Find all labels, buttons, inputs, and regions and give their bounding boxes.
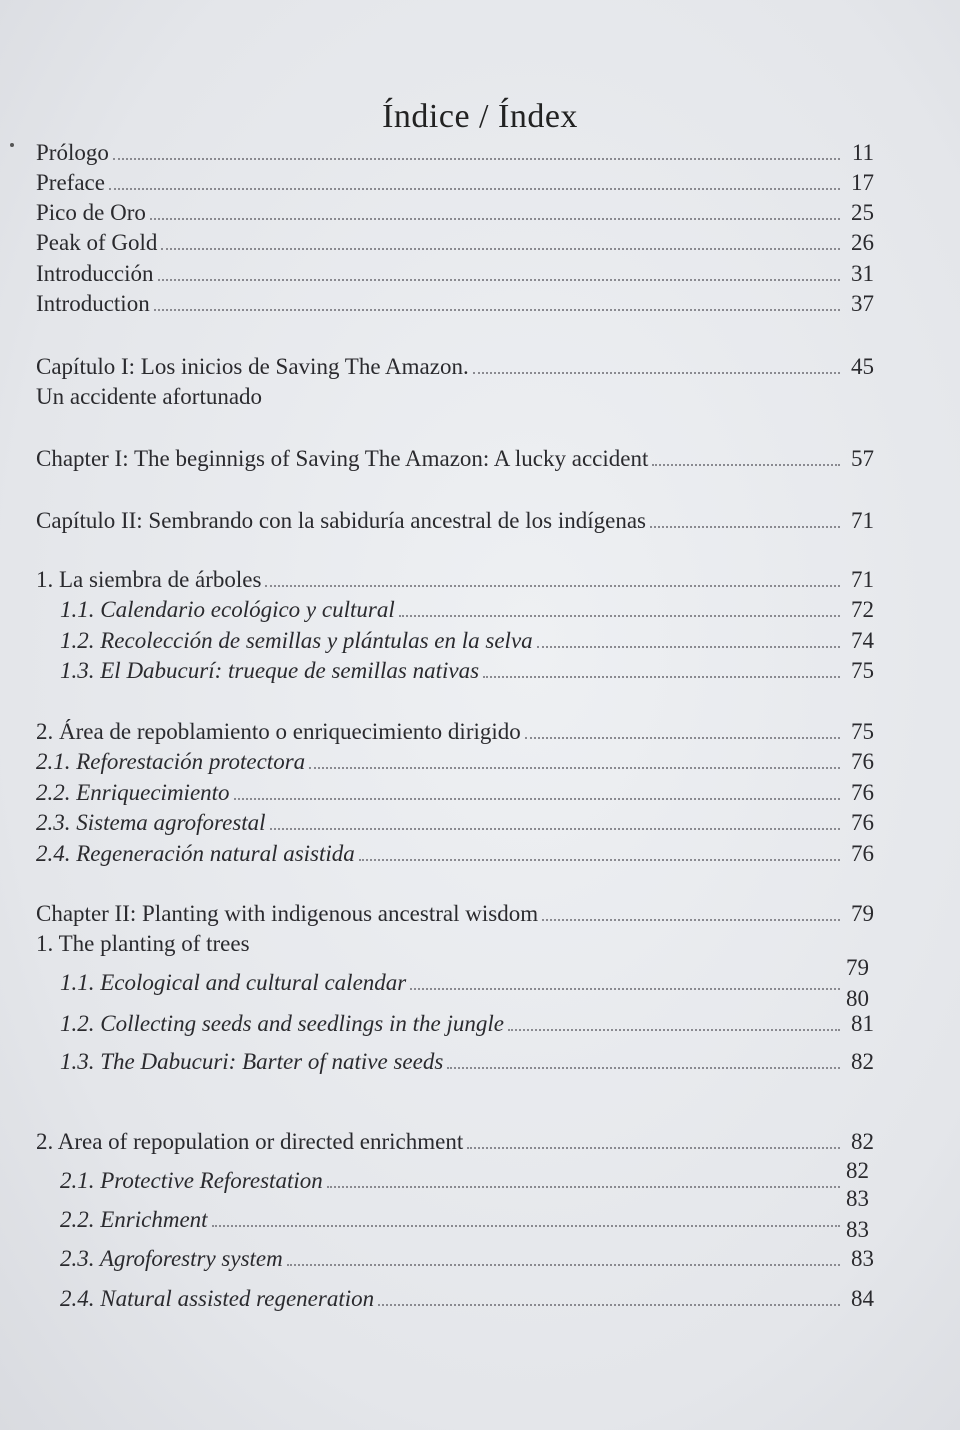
entry-page: 76	[851, 841, 874, 866]
entry-text: 1. La siembra de árboles	[36, 567, 262, 592]
entry-text: 2. Area of repopulation or directed enrichment	[36, 1129, 464, 1154]
entry-page: 75	[851, 719, 874, 744]
leader-dots	[113, 158, 840, 160]
leader-dots	[447, 1067, 840, 1069]
entry-page: 17	[851, 170, 874, 195]
toc-entry[interactable]	[36, 898, 874, 928]
toc-entry[interactable]	[60, 594, 874, 624]
entry-page: 31	[851, 261, 874, 286]
leader-dots	[652, 464, 840, 466]
leader-dots	[525, 737, 840, 739]
entry-page: 57	[851, 446, 874, 471]
leader-dots	[508, 1029, 840, 1031]
entry-text: 2.2. Enrichment	[60, 1207, 208, 1232]
entry-page: 82	[851, 1049, 874, 1074]
toc-entry[interactable]	[60, 655, 874, 685]
entry-page: 72	[851, 597, 874, 622]
entry-text: 2.1. Protective Reforestation	[60, 1168, 323, 1193]
leader-dots	[473, 372, 840, 374]
entry-text: 2. Área de repoblamiento o enriquecimiento dirigido	[36, 719, 521, 744]
entry-text: Un accidente afortunado	[36, 384, 263, 409]
leader-dots	[287, 1264, 840, 1266]
leader-dots	[378, 1304, 840, 1306]
leader-dots	[109, 188, 840, 190]
entry-page: 79	[851, 901, 874, 926]
entry-page: 81	[851, 1011, 874, 1036]
leader-dots	[234, 798, 840, 800]
entry-text: 1.1. Ecological and cultural calendar	[60, 970, 407, 995]
toc-entry[interactable]	[60, 1204, 874, 1234]
entry-page: 71	[851, 508, 874, 533]
leader-dots	[542, 919, 840, 921]
leader-dots	[265, 585, 840, 587]
entry-text: 2.1. Reforestación protectora	[36, 749, 306, 774]
entry-page: 75	[851, 658, 874, 683]
toc-entry[interactable]	[60, 967, 874, 997]
toc-entry[interactable]	[60, 1008, 874, 1038]
entry-page: 26	[851, 230, 874, 255]
entry-text: Capítulo I: Los inicios de Saving The Amazon.	[36, 354, 469, 379]
toc-entry[interactable]	[36, 227, 874, 257]
entry-text: Peak of Gold	[36, 230, 158, 255]
leader-dots	[154, 309, 840, 311]
toc-entry[interactable]	[36, 505, 874, 535]
toc-entry[interactable]	[36, 564, 874, 594]
entry-text: Prólogo	[36, 140, 109, 165]
stray-page-number: 79	[846, 955, 869, 980]
toc-entry[interactable]	[36, 351, 874, 381]
leader-dots	[309, 767, 840, 769]
toc-entry[interactable]	[60, 1283, 874, 1313]
entry-text: 2.3. Agroforestry system	[60, 1246, 283, 1271]
toc-entry[interactable]	[36, 167, 874, 197]
entry-page: 11	[851, 140, 874, 165]
leader-dots	[270, 828, 840, 830]
leader-dots	[537, 646, 840, 648]
entry-text: 2.2. Enriquecimiento	[36, 780, 230, 805]
leader-dots	[399, 615, 840, 617]
entry-page: 74	[851, 628, 874, 653]
leader-dots	[359, 859, 840, 861]
entry-text: 1.2. Recolección de semillas y plántulas en la selva	[60, 628, 533, 653]
entry-page: 45	[851, 354, 874, 379]
stray-page-number: 83	[846, 1217, 869, 1242]
entry-text: 1. The planting of trees	[36, 931, 250, 956]
entry-page: 84	[851, 1286, 874, 1311]
entry-text: 1.1. Calendario ecológico y cultural	[60, 597, 395, 622]
toc-entry[interactable]	[36, 838, 874, 868]
toc-entry[interactable]	[36, 197, 874, 227]
stray-page-number: 82	[846, 1158, 869, 1183]
page-mark	[10, 143, 14, 147]
entry-page: 71	[851, 567, 874, 592]
leader-dots	[212, 1225, 840, 1227]
toc-entry[interactable]	[60, 625, 874, 655]
entry-page: 37	[851, 291, 874, 316]
toc-entry[interactable]	[36, 716, 874, 746]
entry-text: Chapter I: The beginnigs of Saving The Amazon: A lucky accident	[36, 446, 649, 471]
toc-entry[interactable]	[36, 746, 874, 776]
leader-dots	[158, 279, 840, 281]
entry-page: 76	[851, 810, 874, 835]
toc-entry[interactable]	[36, 777, 874, 807]
toc-entry[interactable]	[36, 1126, 874, 1156]
entry-text: 2.3. Sistema agroforestal	[36, 810, 266, 835]
stray-page-number: 83	[846, 1186, 869, 1211]
entry-page: 83	[851, 1246, 874, 1271]
leader-dots	[467, 1147, 840, 1149]
entry-text: 1.3. El Dabucurí: trueque de semillas nativas	[60, 658, 480, 683]
entry-text: Introducción	[36, 261, 154, 286]
toc-entry[interactable]	[36, 137, 874, 167]
toc-entry[interactable]	[60, 1243, 874, 1273]
leader-dots	[150, 218, 840, 220]
leader-dots	[410, 988, 840, 990]
toc-entry[interactable]	[36, 381, 874, 411]
entry-text: 2.4. Regeneración natural asistida	[36, 841, 355, 866]
toc-entry[interactable]	[36, 258, 874, 288]
entry-text: Pico de Oro	[36, 200, 146, 225]
entry-text: Preface	[36, 170, 105, 195]
entry-page: 82	[851, 1129, 874, 1154]
page-title: Índice / Índex	[382, 98, 578, 135]
stray-page-number: 80	[846, 986, 869, 1011]
leader-dots	[327, 1186, 840, 1188]
entry-text: 1.2. Collecting seeds and seedlings in the jungle	[60, 1011, 504, 1036]
leader-dots	[483, 676, 840, 678]
entry-page: 76	[851, 749, 874, 774]
toc-entry[interactable]	[60, 1046, 874, 1076]
leader-dots	[161, 248, 840, 250]
toc-entry[interactable]	[60, 1165, 874, 1195]
entry-page: 76	[851, 780, 874, 805]
toc-entry[interactable]	[36, 288, 874, 318]
toc-entry[interactable]	[36, 928, 874, 958]
entry-text: 1.3. The Dabucuri: Barter of native seeds	[60, 1049, 444, 1074]
toc-entry[interactable]	[36, 443, 874, 473]
entry-text: Introduction	[36, 291, 150, 316]
leader-dots	[650, 526, 840, 528]
entry-text: 2.4. Natural assisted regeneration	[60, 1286, 375, 1311]
entry-text: Capítulo II: Sembrando con la sabiduría ancestral de los indígenas	[36, 508, 646, 533]
toc-entry[interactable]	[36, 807, 874, 837]
entry-text: Chapter II: Planting with indigenous ancestral wisdom	[36, 901, 539, 926]
entry-page: 25	[851, 200, 874, 225]
